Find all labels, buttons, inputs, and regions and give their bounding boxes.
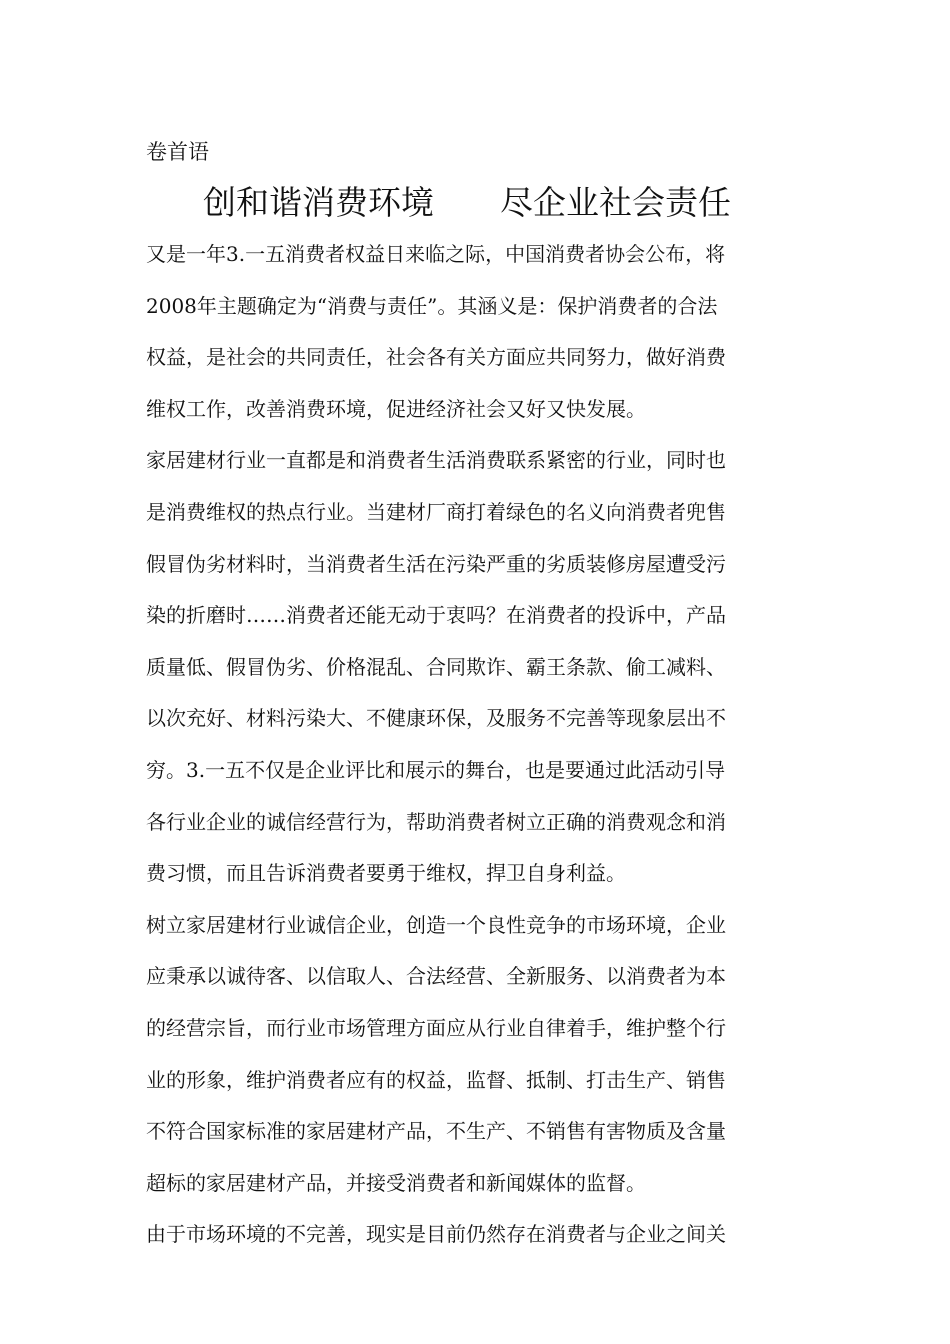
body-line: 维权工作，改善消费环境，促进经济社会又好又快发展。 bbox=[146, 396, 646, 421]
body-line: 质量低、假冒伪劣、价格混乱、合同欺诈、霸王条款、偷工减料、 bbox=[146, 654, 726, 679]
body-line: 超标的家居建材产品，并接受消费者和新闻媒体的监督。 bbox=[146, 1170, 646, 1195]
body-line: 又是一年3.一五消费者权益日来临之际，中国消费者协会公布，将 bbox=[146, 242, 726, 266]
body-line: 不符合国家标准的家居建材产品，不生产、不销售有害物质及含量 bbox=[146, 1119, 726, 1144]
body-line: 是消费维权的热点行业。当建材厂商打着绿色的名义向消费者兜售 bbox=[146, 499, 726, 524]
body-line: 假冒伪劣材料时，当消费者生活在污染严重的劣质装修房屋遭受污 bbox=[146, 551, 726, 576]
body-line: 应秉承以诚待客、以信取人、合法经营、全新服务、以消费者为本 bbox=[146, 964, 726, 989]
body-line: 各行业企业的诚信经营行为，帮助消费者树立正确的消费观念和消 bbox=[146, 809, 726, 834]
body-line: 由于市场环境的不完善，现实是目前仍然存在消费者与企业之间关 bbox=[146, 1222, 726, 1247]
body-line: 穷。3.一五不仅是企业评比和展示的舞台，也是要通过此活动引导 bbox=[146, 757, 726, 782]
column-label: 卷首语 bbox=[146, 140, 209, 164]
body-line: 费习惯，而且告诉消费者要勇于维权，捍卫自身利益。 bbox=[146, 861, 626, 886]
body-line: 的经营宗旨，而行业市场管理方面应从行业自律着手，维护整个行 bbox=[146, 1015, 726, 1040]
body-line: 家居建材行业一直都是和消费者生活消费联系紧密的行业，同时也 bbox=[146, 448, 726, 473]
body-line: 权益，是社会的共同责任，社会各有关方面应共同努力，做好消费 bbox=[146, 345, 726, 370]
body-line: 2008年主题确定为“消费与责任”。其涵义是：保护消费者的合法 bbox=[146, 293, 718, 318]
body-line: 以次充好、材料污染大、不健康环保，及服务不完善等现象层出不 bbox=[146, 706, 726, 731]
article-body bbox=[146, 229, 810, 1261]
article-title: 创和谐消费环境 尽企业社会责任 bbox=[203, 183, 731, 222]
body-line: 树立家居建材行业诚信企业，创造一个良性竞争的市场环境，企业 bbox=[146, 912, 726, 937]
body-line: 业的形象，维护消费者应有的权益，监督、抵制、打击生产、销售 bbox=[146, 1067, 726, 1092]
body-line: 染的折磨时……消费者还能无动于衷吗？在消费者的投诉中，产品 bbox=[146, 603, 726, 628]
